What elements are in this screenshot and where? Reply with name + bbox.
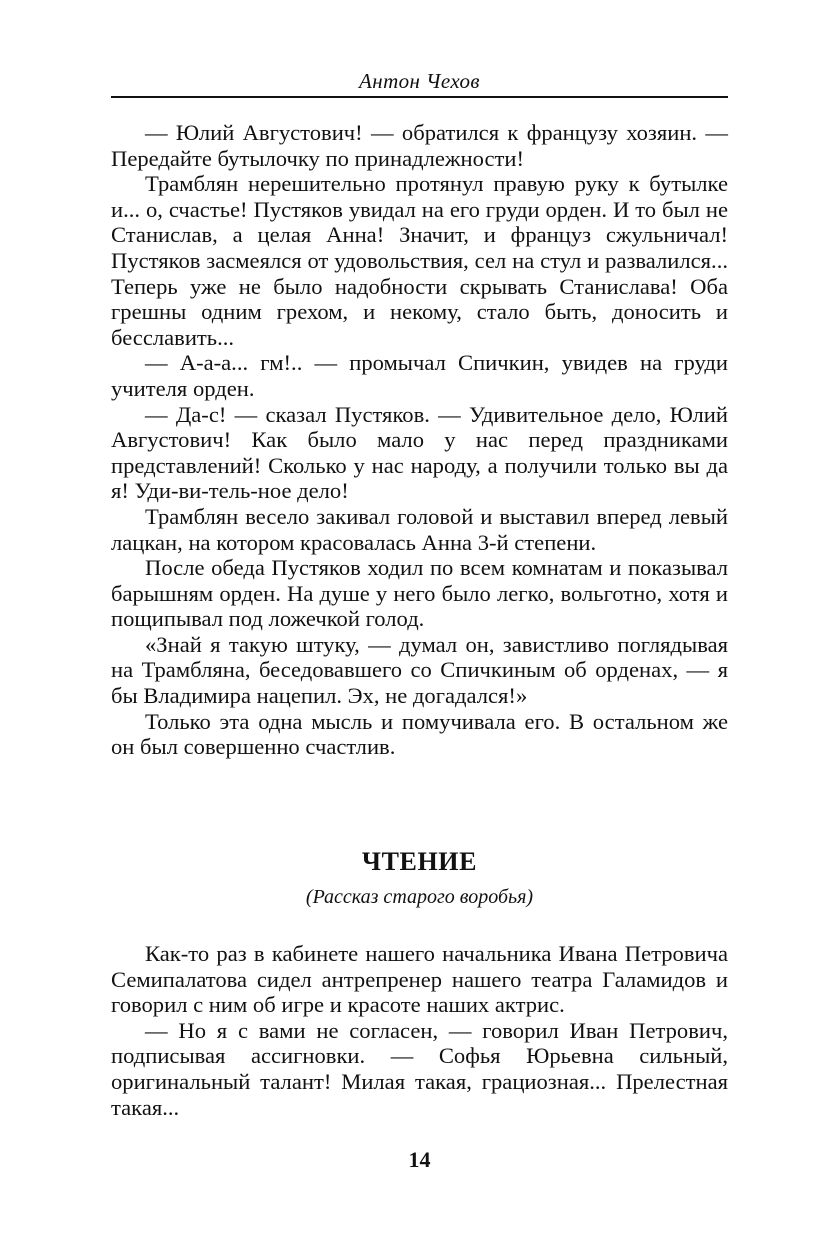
main-text <box>111 120 728 760</box>
story-title: ЧТЕНИЕ <box>361 847 478 876</box>
paragraph: — Да-с! — сказал Пустяков. — Удивительное дело, Юлий Августович! Как было мало у нас перед праздниками представлений! Сколько у нас народу, а получили только вы да я! Уди-ви-тель-ное дело! <box>111 401 728 504</box>
story-text <box>111 941 728 1120</box>
running-head: Антон Чехов <box>359 69 480 93</box>
paragraph: — Но я с вами не согласен, — говорил Иван Петрович, подписывая ассигновки. — Софья Юрьевна сильный, оригинальный талант! Милая такая, грациозная... Прелестная такая... <box>111 1017 728 1120</box>
paragraph: Трамблян весело закивал головой и выставил вперед левый лацкан, на котором красовалась Анна 3-й степени. <box>111 503 728 555</box>
paragraph: Как-то раз в кабинете нашего начальника Ивана Петровича Семипалатова сидел антрепренер нашего театра Галамидов и говорил с ним об игре и красоте наших актрис. <box>111 941 728 1018</box>
paragraph: После обеда Пустяков ходил по всем комнатам и показывал барышням орден. На душе у него было легко, вольготно, хотя и пощипывал под ложечкой голод. <box>111 555 728 632</box>
paragraph: Только эта одна мысль и помучивала его. В остальном же он был совершенно счастлив. <box>111 708 728 760</box>
paragraph: — Юлий Августович! — обратился к французу хозяин. — Передайте бутылочку по принадлежности! <box>111 120 728 171</box>
paragraph: «Знай я такую штуку, — думал он, завистливо поглядывая на Трамбляна, беседовавшего со Спичкиным об орденах, — я бы Владимира нацепил. Эх, не догадался!» <box>111 631 728 709</box>
story-subtitle: (Рассказ старого воробья) <box>305 886 534 908</box>
page-number: 14 <box>408 1147 431 1172</box>
paragraph: Трамблян нерешительно протянул правую руку к бутылке и... о, счастье! Пустяков увидал на его груди орден. И то был не Станислав, а целая Анна! Значит, и француз сжульничал! Пустяков засмеялся от удовольствия, сел на стул и развалился... Теперь уже не было надобности скрывать Станислава! Оба грешны одним грехом, и некому, стало быть, доносить и бесславить... <box>111 171 728 350</box>
paragraph: — А-а-а... гм!.. — промычал Спичкин, увидев на груди учителя орден. <box>111 350 728 401</box>
page-header <box>111 66 728 98</box>
